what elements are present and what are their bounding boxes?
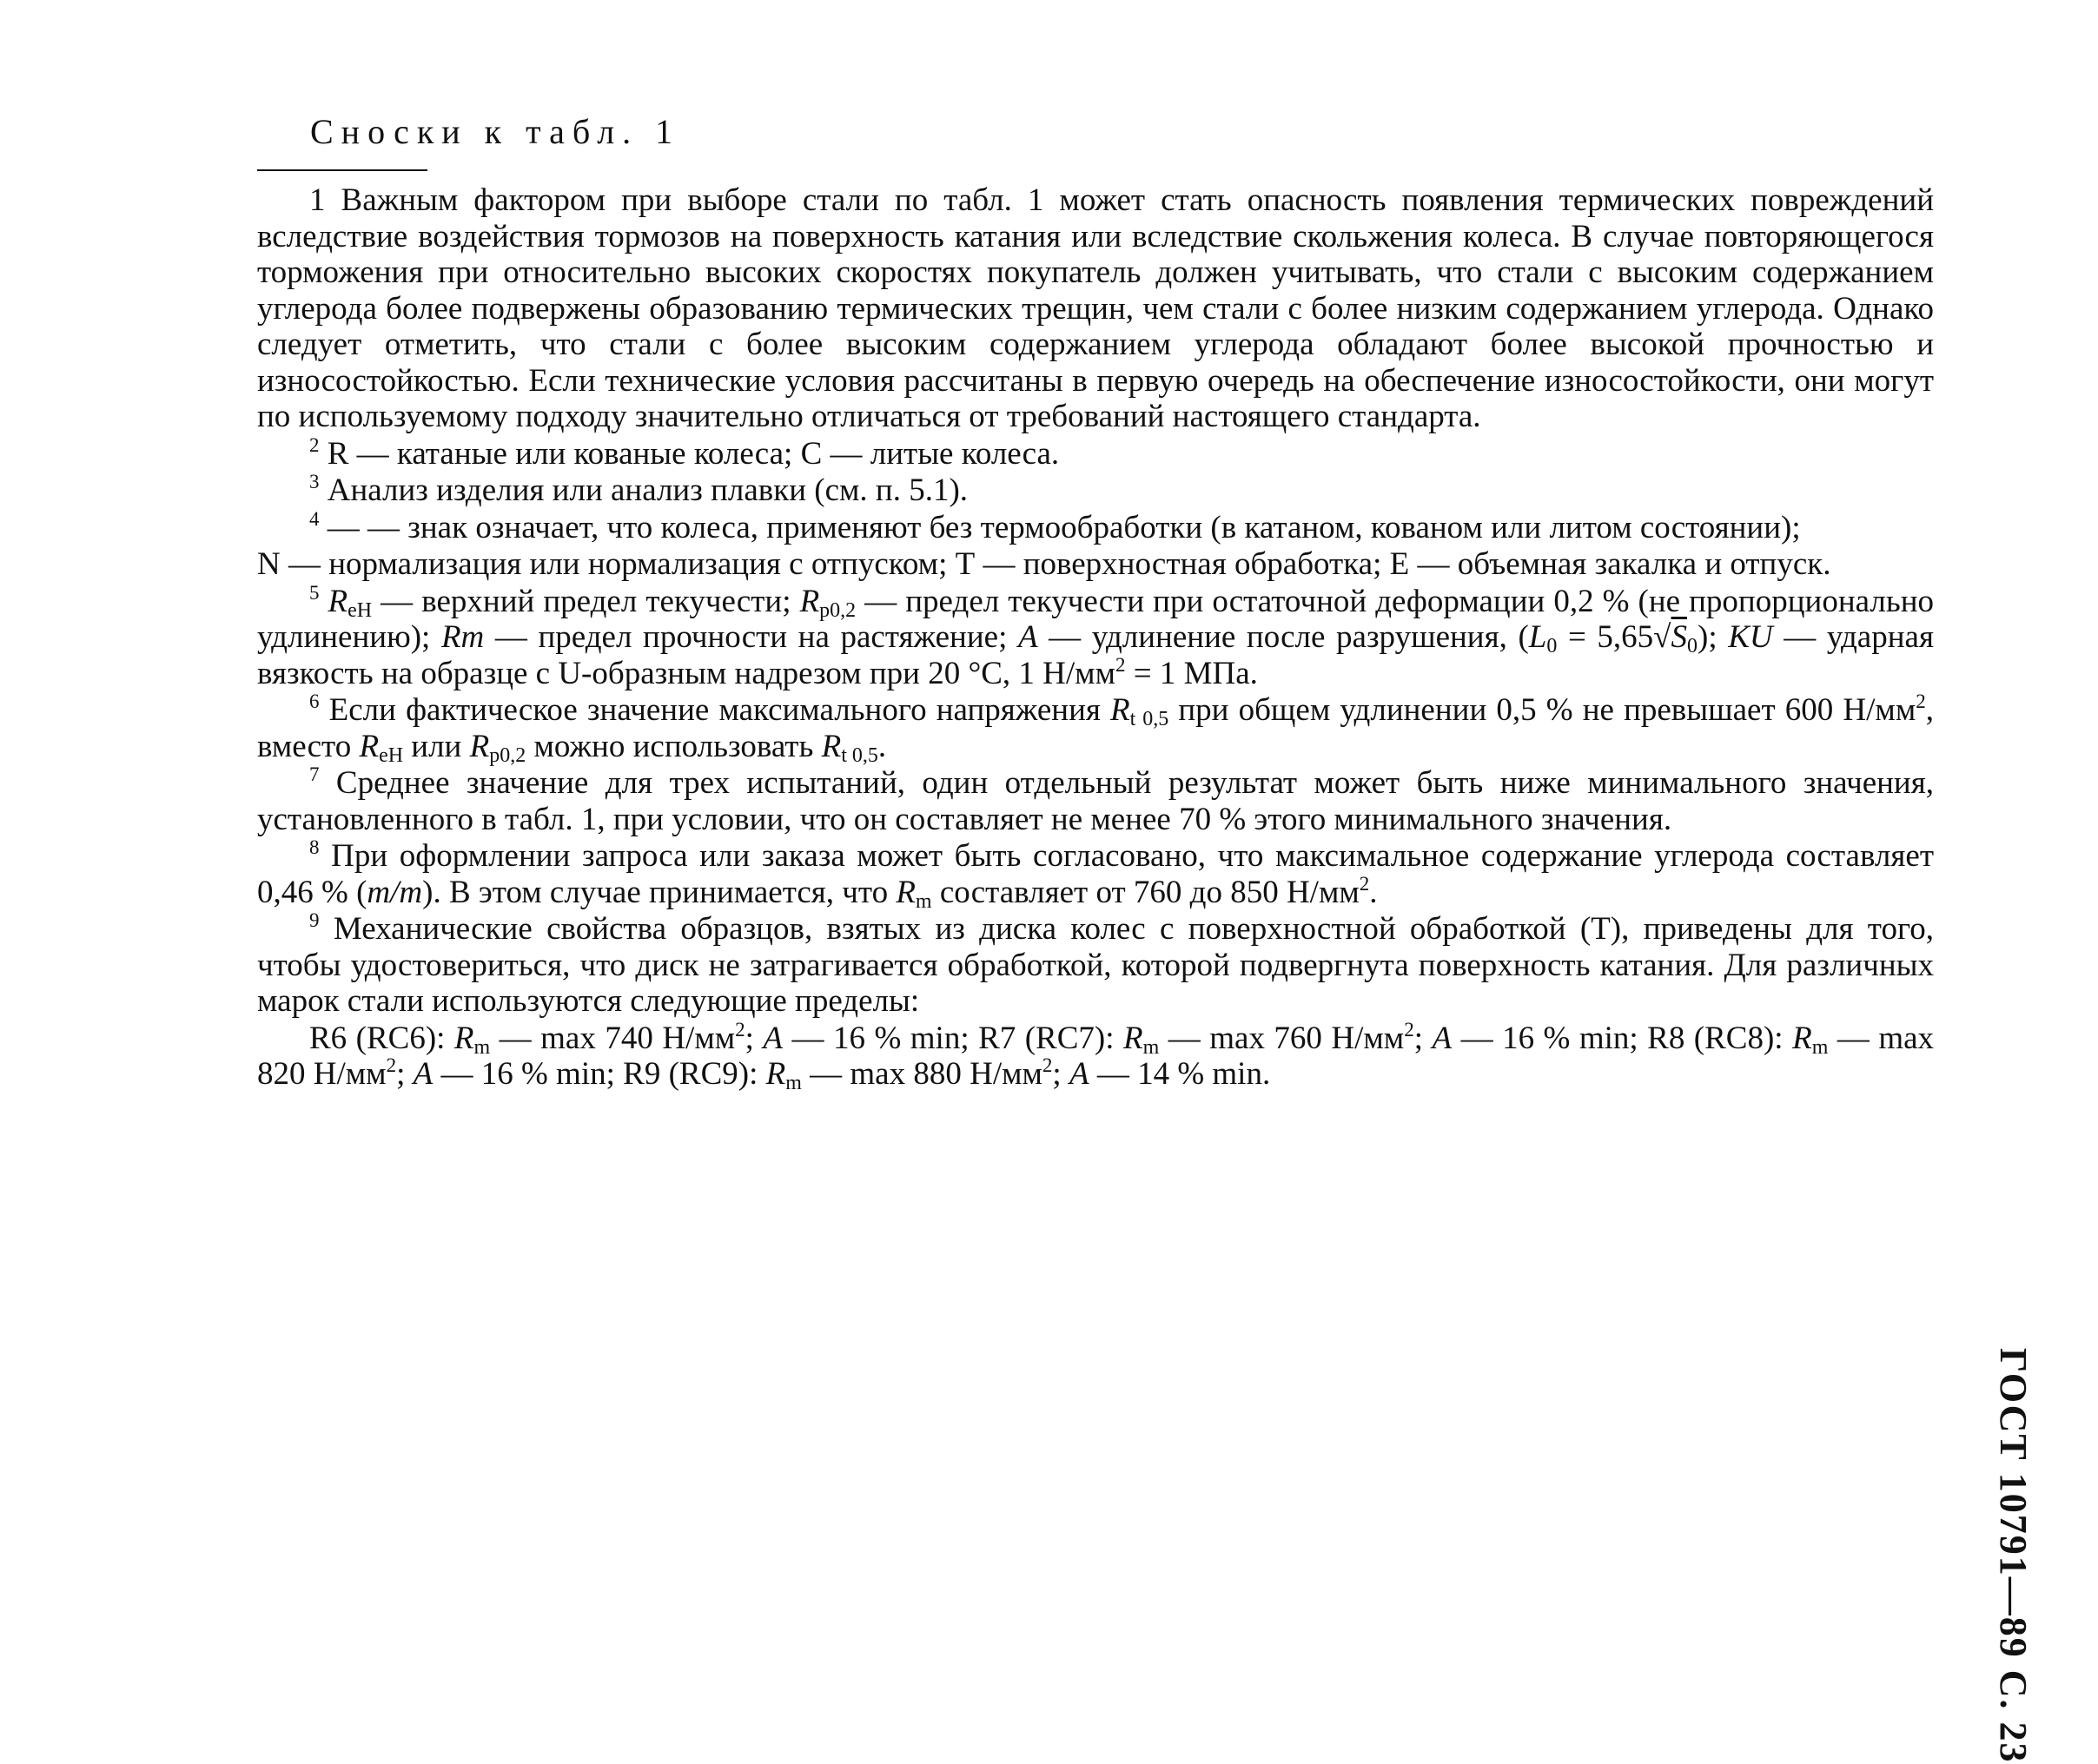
footnote-text: — удлинение после разрушения, ( (1037, 619, 1529, 655)
symbol-a: A (1017, 619, 1038, 655)
symbol-r-eh: R (359, 728, 380, 764)
symbol-rp: R (469, 728, 490, 764)
symbol-ku: KU (1728, 619, 1773, 655)
footnote-text: Анализ изделия или анализ плавки (см. п. 5.1). (327, 472, 969, 508)
symbol-rp-sub: p0,2 (819, 598, 857, 622)
symbol-rm: R (1792, 1020, 1812, 1056)
symbol-a: A (1069, 1056, 1089, 1092)
footnote-text: Если фактическое значение максимального напряжения (328, 692, 1111, 728)
formula-s0-sub: 0 (1687, 635, 1698, 657)
footnote-text: — предел прочности на растяжение; (484, 619, 1018, 655)
symbol-rt-sub: t 0,5 (841, 743, 878, 767)
grade-name: R9 (RC9): (623, 1056, 766, 1092)
footnote-9 (257, 911, 1934, 1020)
footnote-text: — — знак означает, что колеса, применяют без термообработки (в катаном, кованом или литом состоянии); (327, 509, 1801, 545)
grade-limit: — max 880 Н/мм (801, 1056, 1042, 1092)
footnote-1 (257, 182, 1934, 435)
footnote-text: ). В этом случае принимается, что (422, 874, 897, 910)
symbol-rm: R (896, 874, 916, 910)
footnote-number: 5 (309, 581, 320, 604)
symbol-rm: R (765, 1056, 786, 1092)
footnote-text: составляет от 760 до 850 Н/мм (931, 874, 1360, 910)
footnote-number: 8 (309, 836, 320, 858)
symbol-a: A (413, 1056, 433, 1092)
grade-name: R6 (RC6): (309, 1020, 454, 1056)
footnote-text: = 1 МПа. (1125, 655, 1258, 691)
footnote-text: . (877, 728, 887, 764)
footnote-number: 7 (309, 763, 320, 785)
grade-name: R7 (RC7): (978, 1020, 1123, 1056)
footnote-9-grades (257, 1018, 1935, 1094)
footnote-text: Среднее значение для трех испытаний, один отдельный результат может быть ниже минимального значения, установленного в табл. 1, при условии, что он составляет не менее 70 % этого минимального значения. (257, 765, 1935, 837)
footnote-number: 6 (309, 690, 320, 712)
grade-elongation: — 16 % min; (433, 1056, 624, 1092)
grade-name: R8 (RC8): (1647, 1020, 1793, 1056)
symbol-rt: R (1110, 692, 1130, 728)
footnote-number: 1 (309, 182, 326, 218)
unit-exponent: 2 (1115, 653, 1126, 676)
symbol-rm-sub: m (473, 1035, 491, 1059)
footnote-8 (257, 836, 1935, 913)
grade-sep: ; (745, 1020, 764, 1056)
unit-exponent: 2 (735, 1018, 745, 1041)
symbol-rm-sub: m (1142, 1035, 1160, 1059)
symbol-m-m: m/m (367, 874, 423, 910)
grade-r6 (309, 1018, 979, 1059)
symbol-r-eh-sub: eH (347, 598, 373, 622)
unit-exponent: 2 (1916, 690, 1926, 712)
unit-exponent: 2 (1404, 1018, 1414, 1041)
footnote-number: 3 (309, 471, 320, 492)
symbol-r-eh-sub: eH (379, 743, 404, 767)
grade-limit: — max 740 Н/мм (490, 1020, 736, 1056)
grade-elongation: — 16 % min; (783, 1020, 979, 1056)
grade-sep: ; (396, 1056, 414, 1092)
symbol-rp-sub: p0,2 (489, 743, 526, 767)
footnote-text: N — нормализация или нормализация с отпуском; Т — поверхностная обработка; Е — объемная закалка и отпуск. (257, 546, 1831, 582)
symbol-rm: R (453, 1020, 474, 1056)
footnote-text: — предел текучести при остаточной деформации 0,2 % (не пропорционально удлинению); (257, 583, 1935, 655)
footnote-text: R — катаные или кованые колеса; С — литые колеса. (327, 435, 1060, 472)
unit-exponent: 2 (386, 1054, 397, 1076)
unit-exponent: 2 (1042, 1054, 1053, 1076)
footnote-rule (257, 169, 427, 171)
symbol-rm-sub: m (1811, 1035, 1829, 1059)
symbol-rm-sub: m (915, 889, 932, 913)
footnote-text: Важным фактором при выборе стали по табл. 1 может стать опасность появления термических повреждений вследствие воздействия тормозов на поверхность катания или вследствие скольжения колеса. В случае повторяющегося торможения при относительно высоких скоростях покупатель должен учитывать, что стали с высоким содержанием углерода более подвержены образованию термических трещин, чем стали с более низким содержанием углерода. Однако следует отметить, что стали с более высоким содержанием углерода обладают более высокой прочностью и износостойкостью. Если технические условия рассчитаны в первую очередь на обеспечение износостойкости, они могут по используемому подходу значительно отличаться от требований настоящего стандарта. (257, 182, 1935, 434)
formula-l0-sub: 0 (1546, 635, 1558, 657)
footnote-number: 4 (309, 507, 320, 530)
footnote-text: ); (1698, 619, 1729, 655)
footnote-text: , вместо (257, 692, 1934, 764)
footnote-3 (257, 472, 1934, 509)
symbol-rm: R (1123, 1020, 1143, 1056)
footnote-text: или (403, 728, 470, 764)
grade-limit: — max 820 Н/мм (257, 1020, 1935, 1092)
symbol-rm-sub: m (785, 1072, 802, 1094)
grade-r7 (978, 1018, 1648, 1059)
footnote-5 (257, 581, 1935, 692)
footnotes-block (257, 182, 1934, 1093)
footnote-text: . (1369, 874, 1378, 910)
formula-l0: L (1528, 619, 1547, 655)
footnote-text: Механические свойства образцов, взятых из диска колес с поверхностной обработкой (Т), приведены для того, чтобы удостовериться, что диск не затрагивается обработкой, которой подвергнута поверхность катания. Для различных марок стали используются следующие пределы: (257, 911, 1934, 1019)
grade-elongation: — 14 % min. (1089, 1056, 1271, 1092)
page-side-label: ГОСТ 10791—89 С. 23 (1992, 1348, 2035, 1764)
footnote-4 (257, 507, 1934, 546)
formula-eq: = 5,65√ (1557, 619, 1671, 655)
footnote-6 (257, 690, 1934, 767)
unit-exponent: 2 (1359, 872, 1370, 895)
grade-sep: ; (1052, 1056, 1069, 1092)
footnote-4-continuation (257, 546, 1934, 583)
symbol-a: A (1432, 1020, 1453, 1056)
symbol-rt-sub: t 0,5 (1129, 708, 1169, 730)
symbol-r-eh: R (328, 583, 348, 619)
footnote-number: 9 (309, 909, 320, 931)
grade-sep: ; (1413, 1020, 1433, 1056)
footnote-text: — верхний предел текучести; (372, 583, 800, 619)
footnote-7 (257, 765, 1934, 837)
footnote-text: можно использовать (526, 728, 822, 764)
footnote-2 (257, 433, 1934, 472)
footnote-text: — ударная вязкость на образце с U-образным надрезом при 20 °С, 1 Н/мм (257, 619, 1934, 691)
grade-limit: — max 760 Н/мм (1159, 1020, 1405, 1056)
footnote-text: При оформлении запроса или заказа может быть согласовано, что максимальное содержание углерода составляет 0,46 % ( (257, 838, 1935, 910)
symbol-rt: R (821, 728, 842, 764)
grade-r9 (623, 1056, 1270, 1092)
symbol-a: A (763, 1020, 784, 1056)
symbol-rp: R (799, 583, 820, 619)
footnote-text: при общем удлинении 0,5 % не превышает 600 Н/мм (1168, 692, 1916, 728)
formula-s0: S (1671, 619, 1687, 655)
section-heading: Сноски к табл. 1 (310, 112, 681, 151)
grade-elongation: — 16 % min; (1452, 1020, 1648, 1056)
symbol-rm: Rm (440, 619, 485, 655)
footnote-number: 2 (309, 433, 320, 456)
